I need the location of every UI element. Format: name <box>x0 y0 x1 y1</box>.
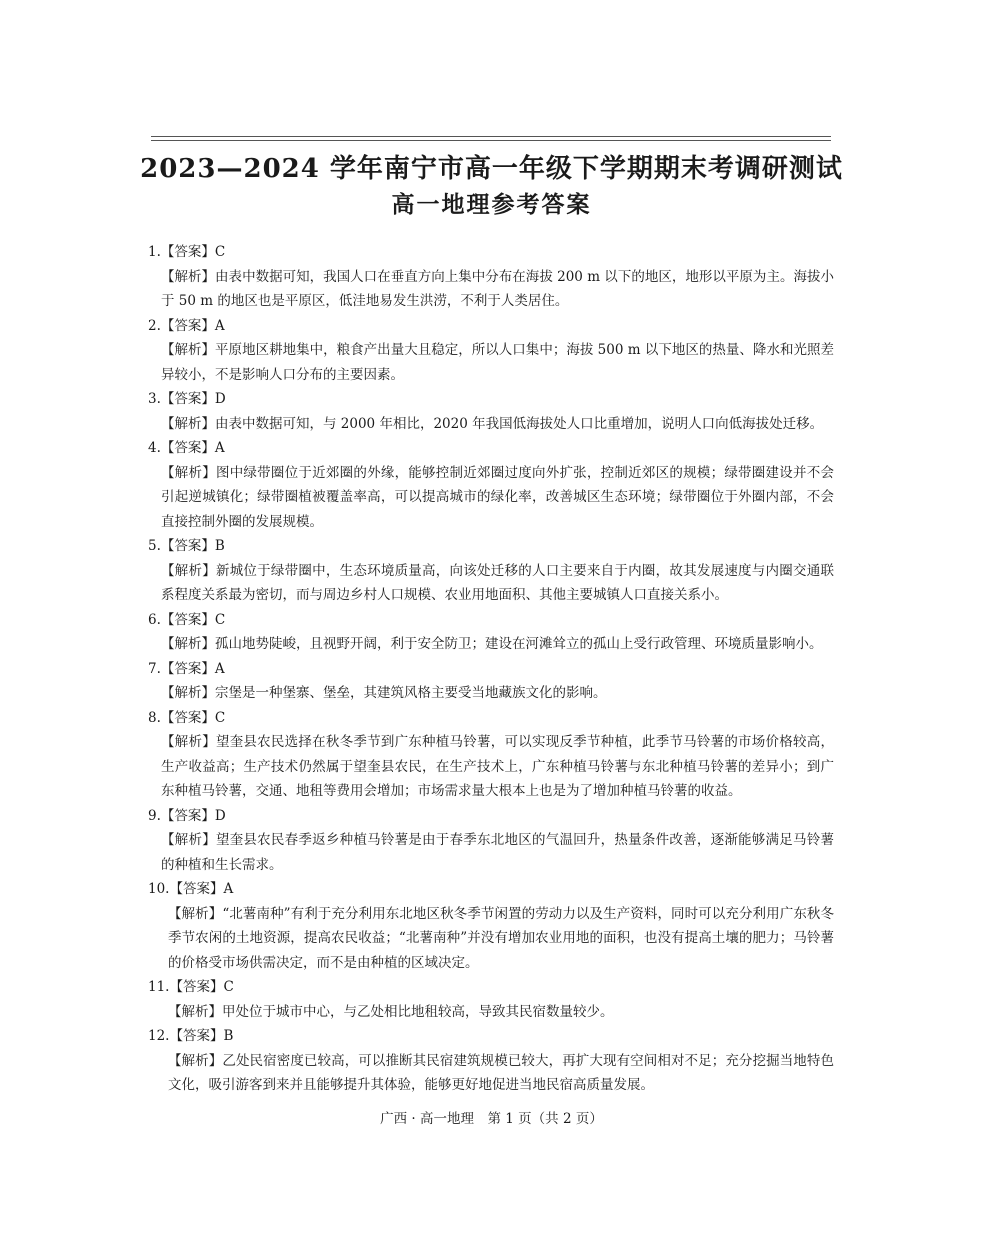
page-footer: 广西 · 高一地理 第 1 页（共 2 页） <box>380 1111 603 1127</box>
analysis-text: 【解析】由表中数据可知，我国人口在垂直方向上集中分布在海拔 200 m 以下的地区，地形以平原为主。海拔小于 50 m 的地区也是平原区，低洼地易发生洪涝，不利于人类居住。 <box>161 268 834 309</box>
answer-list <box>148 240 834 1098</box>
answer-item <box>148 1024 834 1098</box>
answer-item <box>148 804 834 878</box>
analysis-text: 【解析】平原地区耕地集中，粮食产出量大且稳定，所以人口集中；海拔 500 m 以下地区的热量、降水和光照差异较小，不是影响人口分布的主要因素。 <box>161 342 834 383</box>
answer-item <box>148 706 834 804</box>
document-subtitle: 高一地理参考答案 <box>391 191 592 218</box>
answer-label: 1.【答案】C <box>148 244 226 260</box>
analysis-text: 【解析】孤山地势陡峻，且视野开阔，利于安全防卫；建设在河滩耸立的孤山上受行政管理、环境质量影响小。 <box>161 636 823 652</box>
answer-label: 8.【答案】C <box>148 709 226 726</box>
answer-label: 6.【答案】C <box>148 611 226 628</box>
answer-label: 9.【答案】D <box>148 807 226 824</box>
document-title: 2023—2024 学年南宁市高一年级下学期期末考调研测试 <box>140 154 843 184</box>
analysis-text: 【解析】望奎县农民选择在秋冬季节到广东种植马铃薯，可以实现反季节种植，此季节马铃薯的市场价格较高，生产收益高；生产技术仍然属于望奎县农民，在生产技术上，广东种植马铃薯与东北种植马铃薯的差异小；到广东种植马铃薯，交通、地租等费用会增加；市场需求量大根本上也是为了增加种植马铃薯的收益。 <box>161 734 834 799</box>
answer-item <box>148 608 834 657</box>
analysis-text: 【解析】图中绿带圈位于近郊圈的外缘，能够控制近郊圈过度向外扩张，控制近郊区的规模；绿带圈建设并不会引起逆城镇化；绿带圈植被覆盖率高，可以提高城市的绿化率，改善城区生态环境；绿带圈位于外圈内部，不会直接控制外圈的发展规模。 <box>161 464 834 530</box>
analysis-text: 【解析】甲处位于城市中心，与乙处相比地租较高，导致其民宿数量较少。 <box>168 1003 614 1020</box>
answer-label: 5.【答案】B <box>148 538 225 554</box>
answer-item <box>148 436 834 534</box>
answer-label: 10.【答案】A <box>148 881 234 897</box>
answer-label: 2.【答案】A <box>148 317 225 334</box>
analysis-text: 【解析】乙处民宿密度已较高，可以推断其民宿建筑规模已较大，再扩大现有空间相对不足；充分挖掘当地特色文化，吸引游客到来并且能够提升其体验，能够更好地促进当地民宿高质量发展。 <box>168 1052 834 1093</box>
answer-label: 3.【答案】D <box>148 391 226 407</box>
answer-item <box>148 534 834 608</box>
answer-item <box>148 877 834 975</box>
header-rule-top <box>151 136 831 137</box>
analysis-text: 【解析】新城位于绿带圈中，生态环境质量高，向该处迁移的人口主要来自于内圈，故其发展速度与内圈交通联系程度关系最为密切，而与周边乡村人口规模、农业用地面积、其他主要城镇人口直接关系小。 <box>161 562 834 603</box>
answer-item <box>148 975 834 1024</box>
analysis-text: 【解析】望奎县农民春季返乡种植马铃薯是由于春季东北地区的气温回升，热量条件改善，逐渐能够满足马铃薯的种植和生长需求。 <box>161 832 834 873</box>
answer-label: 4.【答案】A <box>148 440 225 456</box>
answer-item <box>148 387 834 436</box>
analysis-text: 【解析】由表中数据可知，与 2000 年相比，2020 年我国低海拔处人口比重增加，说明人口向低海拔处迁移。 <box>161 415 824 432</box>
answer-label: 7.【答案】A <box>148 660 225 677</box>
analysis-text: 【解析】“北薯南种”有利于充分利用东北地区秋冬季节闲置的劳动力以及生产资料，同时可以充分利用广东秋冬季节农闲的土地资源，提高农民收益；“北薯南种”并没有增加农业用地的面积，也没有提高土壤的肥力；马铃薯的价格受市场供需决定，而不是由种植的区域决定。 <box>168 905 834 971</box>
answer-item <box>148 240 834 314</box>
answer-label: 11.【答案】C <box>148 979 234 995</box>
header-rule-bottom <box>151 140 831 141</box>
analysis-text: 【解析】宗堡是一种堡寨、堡垒，其建筑风格主要受当地藏族文化的影响。 <box>161 685 607 701</box>
answer-label: 12.【答案】B <box>148 1028 234 1044</box>
answer-item <box>148 314 834 388</box>
answer-item <box>148 657 834 706</box>
